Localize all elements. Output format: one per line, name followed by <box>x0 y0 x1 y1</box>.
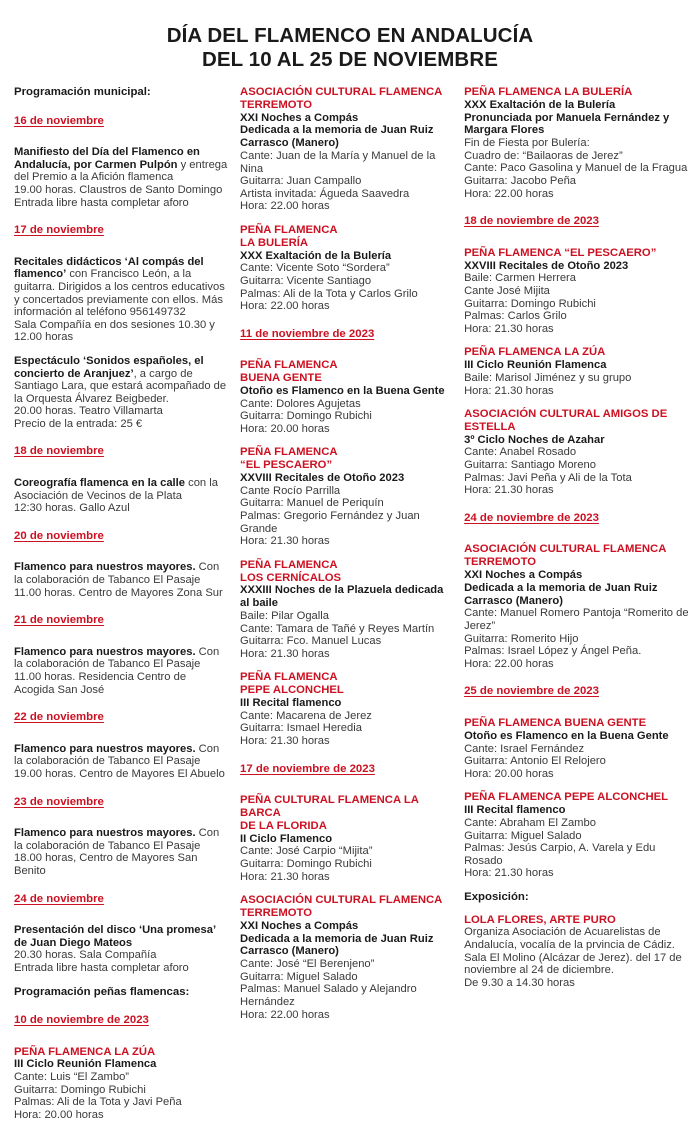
pena-show-title: III Ciclo Reunión Flamenca <box>14 1058 157 1071</box>
event-entry <box>14 924 228 974</box>
event-description <box>14 924 228 949</box>
pena-detail-line: Guitarra: Ismael Heredia <box>240 722 362 735</box>
pena-detail-line: Guitarra: Jacobo Peña <box>464 174 577 187</box>
event-subtext: y entrega del Premio a la Afición flamenca <box>14 158 228 184</box>
pena-detail-line: Guitarra: Vicente Santiago <box>240 274 372 287</box>
date-heading: 21 de noviembre <box>14 614 104 627</box>
event-detail-line: 20.00 horas. Teatro Villamarta <box>14 405 163 418</box>
pena-detail-line: Hora: 21.30 horas <box>464 867 554 880</box>
exposicion-block <box>464 914 694 990</box>
event-subtext: Con la colaboración de Tabanco El Pasaje <box>14 827 220 852</box>
event-subtext: Con la colaboración de Tabanco El Pasaje <box>14 561 220 587</box>
date-heading: 11 de noviembre de 2023 <box>240 327 375 340</box>
exposicion-heading: Exposición: <box>464 890 529 903</box>
date-heading: 17 de noviembre de 2023 <box>240 762 375 775</box>
event-title: Manifiesto del Día del Flamenco en Andalucía, por Carmen Pulpón <box>14 146 200 171</box>
pena-venue-name: PEÑA FLAMENCA LA BULERÍA <box>464 86 633 98</box>
pena-venue-name: PEÑA FLAMENCA <box>240 446 338 459</box>
pena-show-title: 3º Ciclo Noches de Azahar <box>464 433 605 446</box>
exposicion-entry <box>464 914 694 990</box>
pena-entry <box>464 543 694 670</box>
event-title: Flamenco para nuestros mayores. <box>14 827 196 840</box>
pena-detail-line: Hora: 21.30 horas <box>464 384 554 397</box>
pena-venue-name: PEÑA FLAMENCA PEPE ALCONCHEL <box>464 791 669 804</box>
event-subtext: , a cargo de Santiago Lara, que estará acompañado de la Orquesta Álvarez Beigbeder. <box>14 367 227 405</box>
date-heading-wrap <box>14 707 228 734</box>
poster-title <box>0 0 700 72</box>
event-detail-line: 19.00 horas. Centro de Mayores El Abuelo <box>14 767 225 780</box>
date-heading: 23 de noviembre <box>14 795 104 808</box>
pena-entry <box>464 247 694 336</box>
exposicion-detail-line: De 9.30 a 14.30 horas <box>464 976 575 989</box>
pena-show-title: XXXIII Noches de la Plazuela dedicada al baile <box>240 584 444 610</box>
exposicion-detail-line: Sala El Molino (Alcázar de Jerez). del 17 de <box>464 951 682 964</box>
title-line-2: DEL 10 AL 25 DE NOVIEMBRE <box>201 48 499 71</box>
date-heading: 17 de noviembre <box>14 224 104 237</box>
event-title: Flamenco para nuestros mayores. <box>14 561 196 574</box>
pena-entry <box>464 717 694 780</box>
event-detail-line: 11.00 horas. Centro de Mayores Zona Sur <box>14 586 223 599</box>
event-subtext: con la Asociación de Vecinos de la Plata <box>14 477 218 502</box>
date-heading-wrap <box>14 889 228 916</box>
column-right <box>464 86 694 1000</box>
event-entry <box>14 827 228 877</box>
date-heading-wrap <box>240 759 454 786</box>
pena-entry <box>464 408 694 497</box>
pena-entry <box>14 1046 228 1122</box>
pena-detail-line: Cuadro de: “Bailaoras de Jerez” <box>464 149 623 162</box>
date-heading-wrap <box>464 211 694 238</box>
pena-detail-line: Cante: José Carpio “Mijita” <box>240 845 373 858</box>
event-description <box>14 743 228 768</box>
pena-detail-line: Guitarra: Domingo Rubichi <box>14 1083 146 1096</box>
pena-detail-line: Palmas: Israel López y Ángel Peña. <box>464 645 642 658</box>
pena-detail-line: Artista invitada: Águeda Saavedra <box>240 187 410 200</box>
pena-detail-line: Baile: Pilar Ogalla <box>240 610 329 623</box>
pena-venue-name: PEÑA FLAMENCA <box>240 359 338 372</box>
pena-entry <box>240 446 454 547</box>
event-detail-line: 19.00 horas. Claustros de Santo Domingo <box>14 183 223 196</box>
pena-venue-name: PEÑA FLAMENCA LA ZÚA <box>14 1045 156 1058</box>
pena-detail-line: Cante: Abraham El Zambo <box>464 816 596 829</box>
pena-detail-line: Hora: 21.30 horas <box>464 322 554 335</box>
pena-detail-line: Guitarra: Miguel Salado <box>240 970 358 983</box>
pena-detail-line: Hora: 21.30 horas <box>240 647 330 660</box>
pena-venue-name: PEÑA FLAMENCA <box>240 671 338 684</box>
pena-detail-line: Hora: 22.00 horas <box>464 657 554 670</box>
exposicion-detail-line: noviembre al 24 de diciembre. <box>464 964 614 977</box>
pena-venue-name: ASOCIACIÓN CULTURAL AMIGOS DE <box>464 408 668 421</box>
event-entry <box>14 355 228 431</box>
pena-entry <box>240 894 454 1021</box>
pena-detail-line: Guitarra: Domingo Rubichi <box>240 857 372 870</box>
event-subtext: Con la colaboración de Tabanco El Pasaje <box>14 742 220 768</box>
pena-show-title: II Ciclo Flamenco <box>240 832 333 845</box>
pena-venue-name: TERREMOTO <box>464 556 537 569</box>
pena-detail-line: Palmas: Carlos Grilo <box>464 310 567 323</box>
pena-detail-line: Guitarra: Manuel de Periquín <box>240 497 384 510</box>
event-description <box>14 256 228 319</box>
pena-detail-line: Palmas: Ali de la Tota y Carlos Grilo <box>240 287 418 300</box>
date-heading: 25 de noviembre de 2023 <box>464 685 599 698</box>
exposicion-detail-line: Organiza Asociación de Acuarelistas de <box>464 926 661 939</box>
left-section-heading-2: Programación peñas flamencas: <box>14 985 190 998</box>
pena-show-title: III Recital flamenco <box>240 697 342 709</box>
pena-detail-line: Palmas: Javi Peña y Ali de la Tota <box>464 471 632 484</box>
event-title: Presentación del disco ‘Una promesa’ de Juan Diego Mateos <box>14 924 216 949</box>
event-detail-line: Precio de la entrada: 25 € <box>14 417 143 430</box>
pena-venue-name: TERREMOTO <box>240 906 313 919</box>
right-group-list <box>464 86 694 880</box>
pena-entry <box>240 359 454 435</box>
event-title: Recitales didácticos ‘Al compás del flamenco’ <box>14 255 204 281</box>
columns-container <box>0 72 700 1133</box>
event-entry <box>14 477 228 515</box>
date-heading: 20 de noviembre <box>14 529 104 542</box>
pena-venue-name: PEÑA FLAMENCA BUENA GENTE <box>464 717 647 729</box>
pena-detail-line: Palmas: Gregorio Fernández y Juan Grande <box>240 510 420 535</box>
pena-detail-line: Palmas: Manuel Salado y Alejandro Hernández <box>240 983 417 1008</box>
pena-show-title: Dedicada a la memoria de Juan Ruiz Carrasco (Manero) <box>240 124 434 150</box>
pena-detail-line: Hora: 21.30 horas <box>464 484 554 497</box>
pena-detail-line: Guitarra: Domingo Rubichi <box>240 410 372 423</box>
left-date-2-wrap <box>14 1010 228 1037</box>
column-middle <box>240 86 464 1032</box>
event-title: Flamenco para nuestros mayores. <box>14 645 196 658</box>
pena-entry <box>240 559 454 661</box>
pena-detail-line: Guitarra: Fco. Manuel Lucas <box>240 635 382 648</box>
date-heading: 10 de noviembre de 2023 <box>14 1014 149 1027</box>
pena-detail-line: Hora: 20.00 horas <box>240 422 330 435</box>
title-line-1: DÍA DEL FLAMENCO EN ANDALUCÍA <box>166 24 534 47</box>
pena-detail-line: Hora: 21.30 horas <box>240 870 330 883</box>
event-detail-line: 20.30 horas. Sala Compañía <box>14 949 157 962</box>
pena-detail-line: Cante: Juan de la María y Manuel de la Nina <box>240 149 436 175</box>
pena-detail-line: Hora: 22.00 horas <box>240 200 330 213</box>
pena-detail-line: Guitarra: Romerito Hijo <box>464 632 579 645</box>
pena-show-title: XXVIII Recitales de Otoño 2023 <box>464 259 629 272</box>
event-detail-line: Entrada libre hasta completar aforo <box>14 961 189 974</box>
date-heading-wrap <box>240 324 454 351</box>
event-description <box>14 827 228 852</box>
date-heading: 24 de noviembre <box>14 892 104 905</box>
pena-show-title: III Ciclo Reunión Flamenca <box>464 359 607 372</box>
exposicion-detail-line: Andalucía, vocalía de la prvincia de Cádiz. <box>464 938 675 951</box>
left-section-heading: Programación municipal: <box>14 86 151 98</box>
pena-venue-name: PEPE ALCONCHEL <box>240 684 344 697</box>
date-heading-wrap <box>14 610 228 637</box>
pena-venue-name: ASOCIACIÓN CULTURAL FLAMENCA <box>240 894 443 907</box>
pena-venue-name: PEÑA FLAMENCA <box>240 223 338 236</box>
pena-entry <box>240 224 454 313</box>
pena-detail-line: Cante: Anabel Rosado <box>464 446 577 459</box>
event-entry <box>14 646 228 696</box>
date-heading-wrap <box>14 526 228 553</box>
pena-detail-line: Guitarra: Domingo Rubichi <box>464 297 596 310</box>
pena-venue-name: LA BULERÍA <box>240 236 309 249</box>
pena-show-title: XXX Exaltación de la Bulería <box>464 98 616 111</box>
pena-entry <box>240 671 454 747</box>
pena-detail-line: Fin de Fiesta por Bulería: <box>464 137 590 150</box>
pena-show-title: Dedicada a la memoria de Juan Ruiz Carrasco (Manero) <box>240 932 434 958</box>
event-detail-line: 18.00 horas, Centro de Mayores San Benito <box>14 852 198 877</box>
event-entry <box>14 256 228 344</box>
pena-detail-line: Guitarra: Antonio El Relojero <box>464 755 606 768</box>
event-description <box>14 355 228 405</box>
event-entry <box>14 146 228 209</box>
event-detail-line: Sala Compañía en dos sesiones 10.30 y 12.00 horas <box>14 318 215 344</box>
date-heading: 22 de noviembre <box>14 711 104 724</box>
pena-venue-name: PEÑA FLAMENCA “EL PESCAERO” <box>464 246 657 259</box>
pena-detail-line: Guitarra: Juan Campallo <box>240 175 362 188</box>
pena-entry <box>464 791 694 880</box>
pena-venue-name: TERREMOTO <box>240 98 313 111</box>
pena-detail-line: Baile: Carmen Herrera <box>464 272 577 285</box>
exposicion-title: LOLA FLORES, ARTE PURO <box>464 913 616 926</box>
pena-entry <box>240 86 454 213</box>
pena-detail-line: Cante: José “El Berenjeno” <box>240 958 375 971</box>
event-entry <box>14 743 228 781</box>
event-title: Coreografía flamenca en la calle <box>14 477 185 490</box>
date-heading: 18 de noviembre de 2023 <box>464 215 599 228</box>
event-subtext: Con la colaboración de Tabanco El Pasaje <box>14 645 220 671</box>
pena-entry <box>240 794 454 883</box>
pena-detail-line: Guitarra: Miguel Salado <box>464 829 582 842</box>
pena-show-title: Dedicada a la memoria de Juan Ruiz Carrasco (Manero) <box>464 581 658 607</box>
middle-group-list <box>240 86 454 1021</box>
date-heading-wrap <box>464 508 694 535</box>
pena-detail-line: Guitarra: Santiago Moreno <box>464 459 596 472</box>
pena-venue-name: ASOCIACIÓN CULTURAL FLAMENCA <box>464 543 667 556</box>
pena-detail-line: Hora: 22.00 horas <box>240 1008 330 1021</box>
pena-venue-name: ASOCIACIÓN CULTURAL FLAMENCA <box>240 86 443 98</box>
pena-show-title: Otoño es Flamenco en la Buena Gente <box>464 729 669 742</box>
pena-detail-line: Baile: Marisol Jiménez y su grupo <box>464 371 632 384</box>
date-heading-wrap <box>14 220 228 247</box>
pena-show-title: Pronunciada por Manuela Fernández y Margara Flores <box>464 111 670 137</box>
date-heading-wrap <box>464 681 694 708</box>
left-date-list <box>14 111 228 975</box>
event-description <box>14 646 228 671</box>
pena-detail-line: Hora: 22.00 horas <box>464 187 554 200</box>
pena-venue-name: “EL PESCAERO” <box>240 459 333 472</box>
pena-detail-line: Hora: 21.30 horas <box>240 535 330 548</box>
pena-detail-line: Hora: 22.00 horas <box>240 300 330 313</box>
pena-detail-line: Cante: Israel Fernández <box>464 742 585 755</box>
pena-detail-line: Cante: Dolores Agujetas <box>240 397 361 410</box>
event-description <box>14 477 228 502</box>
event-title: Espectáculo ‘Sonidos españoles, el concierto de Aranjuez’ <box>14 354 204 380</box>
pena-detail-line: Cante: Vicente Soto “Sordera” <box>240 262 390 275</box>
date-heading-wrap <box>14 441 228 468</box>
date-heading-wrap <box>14 792 228 819</box>
pena-entry <box>464 86 694 200</box>
pena-venue-name: PEÑA FLAMENCA LA ZÚA <box>464 346 606 359</box>
pena-detail-line: Hora: 20.00 horas <box>14 1109 104 1122</box>
column-left <box>14 86 240 1133</box>
date-heading: 24 de noviembre de 2023 <box>464 511 599 524</box>
pena-detail-line: Cante: Tamara de Tañé y Reyes Martín <box>240 622 435 635</box>
pena-detail-line: Palmas: Ali de la Tota y Javi Peña <box>14 1096 182 1109</box>
pena-show-title: XXI Noches a Compás <box>240 919 359 932</box>
pena-venue-name: PEÑA CULTURAL FLAMENCA LA BARCA <box>240 794 419 819</box>
event-title: Flamenco para nuestros mayores. <box>14 742 196 755</box>
pena-detail-line: Cante: Luis “El Zambo” <box>14 1071 130 1084</box>
event-detail-line: Entrada libre hasta completar aforo <box>14 196 189 209</box>
pena-detail-line: Cante: Paco Gasolina y Manuel de la Fragua <box>464 162 688 175</box>
pena-entry <box>464 346 694 397</box>
pena-show-title: XXX Exaltación de la Bulería <box>240 249 392 262</box>
pena-detail-line: Cante José Mijita <box>464 284 550 297</box>
left-pena-list <box>14 1046 228 1122</box>
date-heading-wrap <box>14 111 228 138</box>
date-heading: 18 de noviembre <box>14 445 104 458</box>
pena-venue-name: LOS CERNÍCALOS <box>240 571 342 584</box>
event-description <box>14 561 228 586</box>
pena-show-title: XXI Noches a Compás <box>464 569 583 582</box>
pena-venue-name: DE LA FLORIDA <box>240 819 327 832</box>
pena-venue-name: PEÑA FLAMENCA <box>240 558 338 571</box>
pena-detail-line: Cante: Manuel Romero Pantoja “Romerito de Jerez” <box>464 607 689 633</box>
pena-show-title: III Recital flamenco <box>464 804 566 817</box>
event-subtext: con Francisco León, a la guitarra. Dirigidos a los centros educativos y concertados previamente con ellos. Más información al teléfono 956149732 <box>14 268 225 319</box>
pena-detail-line: Hora: 21.30 horas <box>240 734 330 747</box>
pena-show-title: XXI Noches a Compás <box>240 111 359 124</box>
pena-show-title: Otoño es Flamenco en la Buena Gente <box>240 384 445 397</box>
event-detail-line: 12:30 horas. Gallo Azul <box>14 502 130 515</box>
event-description <box>14 146 228 184</box>
event-detail-line: 11.00 horas. Residencia Centro de Acogida San José <box>14 671 187 696</box>
date-heading: 16 de noviembre <box>14 114 104 127</box>
pena-detail-line: Palmas: Jesús Carpio, A. Varela y Edu Rosado <box>464 842 656 867</box>
pena-detail-line: Cante Rocío Parrilla <box>240 484 341 497</box>
pena-venue-name: BUENA GENTE <box>240 372 322 385</box>
pena-venue-name: ESTELLA <box>464 420 516 433</box>
pena-show-title: XXVIII Recitales de Otoño 2023 <box>240 472 405 485</box>
pena-detail-line: Hora: 20.00 horas <box>464 767 554 780</box>
event-entry <box>14 561 228 599</box>
pena-detail-line: Cante: Macarena de Jerez <box>240 709 372 722</box>
